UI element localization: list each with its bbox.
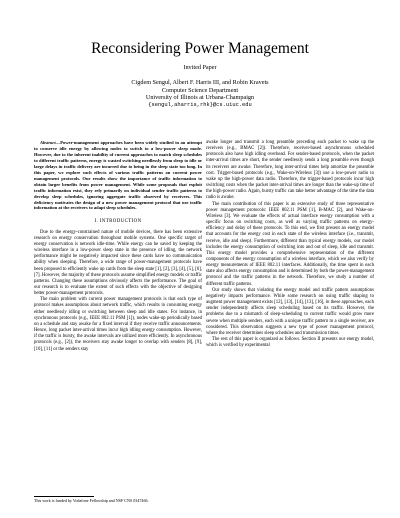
author-email: {sengul,aharris,rhk}@cs.uiuc.edu [148, 101, 252, 108]
abstract-lead: Abstract— [40, 140, 61, 145]
footnote: This work is funded by Vodafone Fellowship and NSF CNS 0347466. [34, 498, 149, 503]
author-department: Computer Science Department [161, 86, 239, 94]
paper-subtitle: Invited Paper [183, 64, 217, 71]
author-university: University of Illinois at Urbana-Champaign [145, 94, 255, 102]
section-heading-introduction: I. INTRODUCTION [94, 219, 142, 225]
left-column [34, 140, 202, 353]
author-names: Cigdem Sengul, Albert F. Harris III, and Robin Kravets [131, 79, 269, 86]
footnote-rule [34, 496, 94, 497]
abstract-text: Power-management approaches have been widely studied in an attempt to conserve idle energy by allowing nodes to switch to a low-power sleep mode. However, due to the inherent inability of current approaches to match sleep schedules to different traffic patterns, energy is wasted switching needlessly from sleep to idle or large delays in traffic delivery are incurred due to being in the sleep state too long. In this paper, we explore such effects of various traffic patterns on current power management protocols. Our results show the importance of traffic information to obtain larger benefits from power management. While some proposals that exploit traffic information exist, they rely primarily on individual sender traffic patterns to develop sleep schedules, ignoring aggregate traffic observed by receivers. This deficiency motivates the design of a new power management protocol that use traffic information at the receivers to adapt sleep schedules. [34, 140, 202, 211]
intro-paragraph-6: The rest of this paper is organized as follows. Section II presents our energy model, which is verified by experimental [206, 337, 374, 349]
right-column [206, 140, 374, 349]
intro-paragraph-2: The main problem with current power management protocols is that each type of protocol makes assumptions about network traffic, which results in consuming energy either needlessly idling or switching between sleep and idle states. For instance, in synchronous protocols (e.g., IEEE 802.11 PSM [1]), nodes wake-up periodically based on a schedule and stay awake for a fixed interval if they receive traffic announcements. Hence, long packet inter-arrival times incur high idling energy consumption. However, if the traffic is bursty, the awake intervals are utilized more efficiently. In asynchronous protocols (e.g., [2]), the receivers stay awake longer to overlap with senders [8], [9], [10], [11] or the senders stay [34, 297, 202, 352]
intro-paragraph-4: The main contribution of this paper is an extensive study of three representative power management protocols: IEEE 802.11 PSM [1], B-MAC [2], and Wake-on-Wireless [3]. We evaluate the effects of actual interface energy consumption with a specific focus on switching costs, as well as varying traffic patterns on energy-efficiency and delay of these protocols. To this end, we first present an energy model that accounts for the energy cost in each state of the wireless interface (i.e., transmit, receive, idle and sleep). Furthermore, different than typical energy models, our model includes the energy consumption of switching into and out of sleep, idle and transmit. This energy model provides a comprehensive representation of the different components of the energy consumption of a wireless interface, which we also verify by energy measurements of IEEE 802.11 interfaces. Additionally, the time spent in each state also affects energy consumption and is determined by both the power-management protocol and the traffic patterns in the network. Therefore, we study a number of different traffic patterns. [206, 201, 374, 287]
abstract [34, 140, 202, 211]
intro-paragraph-5: Our study shows that violating the energy model and traffic pattern assumptions negatively impacts performance. While some research on using traffic shaping to augment power management exists [12], [13], [14], [13], [16], in these approaches, each sender independently affects sleep scheduling based on its traffic. However, the problems due to a mismatch of sleep-scheduling to current traffic would grow more severe when multiple senders, each with a unique traffic pattern to a single receiver, are considered. This observation suggests a new type of power management protocol, where the receiver determines sleep schedules and transmission times. [206, 287, 374, 336]
paper-title: Reconsidering Power Management [91, 40, 309, 57]
intro-paragraph-3: awake longer and transmit a long preamble preceding each packet to wake up the receivers (e.g., BMAC [2]). Therefore, receiver-based asynchronous scheduled protocols also have high idling overhead. For sender-based protocols, when the packet inter-arrival times are short, the sender needlessly sends a long preamble even though its receivers are awake. Therefore, long inter-arrival times help amortize the preamble cost. Trigger-based protocols (e.g., Wake-on-Wireless [3]) use a low-power radio to wake up the high-power data radio. Therefore, the trigger-based protocols incur high switching costs when the packet inter-arrival times are longer than the wake-up time of the high-power radio. Again, bursty traffic can take better advantage of the time the data radio is awake. [206, 140, 374, 201]
intro-paragraph-1: Due to the energy-constrained nature of mobile devices, there has been extensive research on energy conservation throughout mobile systems. One specific target of energy conservation is network idle-time. While energy can be saved by keeping the wireless interface in a low-power sleep state in the presence of idling, the network performance might be negatively impacted since these cards have no communication ability when sleeping. Therefore, a wide range of power-management protocols have been proposed to efficiently wake up cards from the sleep state [1], [2], [3], [4], [5], [6], [7]. However, the majority of these protocols assume simplified energy models or traffic patterns. Changing these assumptions obviously affects the performance. The goal of our research is to evaluate the extent of such effects with the objective of designing better power-management protocols. [34, 229, 202, 297]
author-block [0, 79, 400, 109]
